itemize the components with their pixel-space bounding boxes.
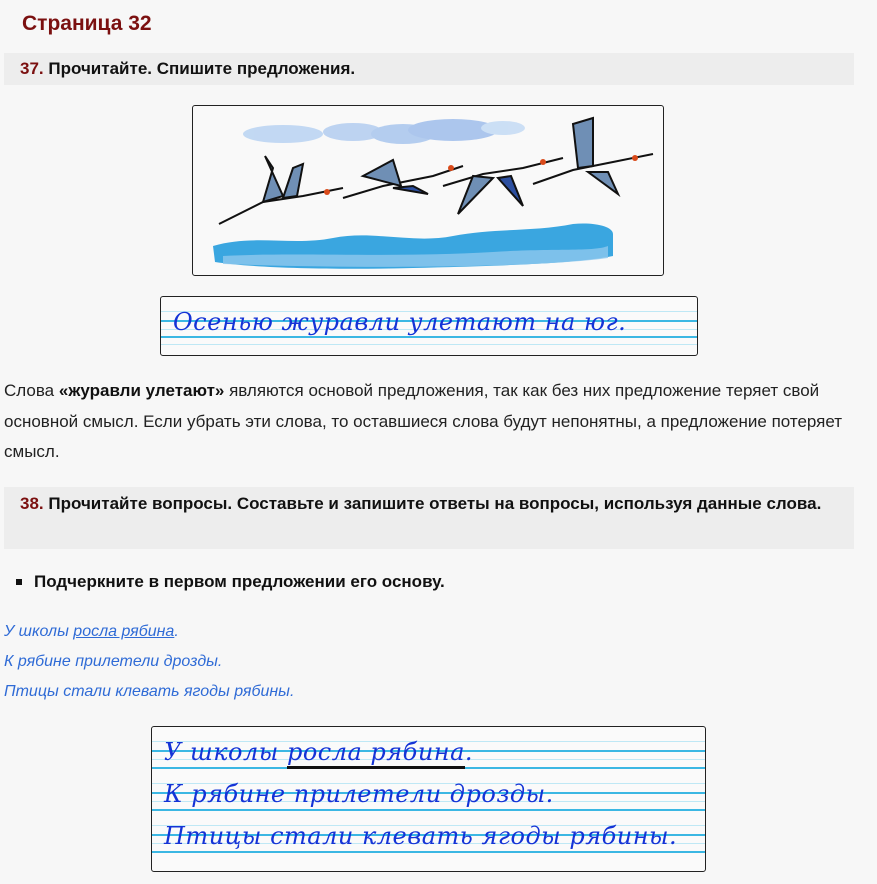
task-number: 38. [20,494,44,513]
crane [343,160,463,198]
page-title: Страница 32 [22,12,152,35]
copybook-answer-37 [160,296,698,356]
typed-text: . [174,623,179,640]
handwritten-underlined-predicate: росла рябина [287,738,465,769]
copybook-answer-38 [151,726,706,872]
handwritten-line-3: Птицы стали клевать ягоды рябины. [164,822,678,850]
crane [219,156,343,224]
clouds [243,119,525,144]
handwritten-sentence: Осенью журавли улетают на юг. [173,308,627,336]
typed-line-3: Птицы стали клевать ягоды рябины. [4,683,295,700]
typed-text: У школы [4,623,74,640]
crane [533,118,653,194]
ruled-line [152,809,705,811]
handwritten-line-1 [164,738,473,766]
typed-line-2: К рябине прилетели дрозды. [4,653,223,670]
task-38-header [4,487,854,549]
typed-answers [4,617,294,707]
cranes-flying-icon [193,106,663,275]
handwritten-text: . [464,738,474,766]
explanation-paragraph [4,376,854,468]
explanation-bold: «журавли улетают» [58,381,225,400]
bullet-icon [16,579,22,585]
handwritten-line-2: К рябине прилетели дрозды. [164,780,554,808]
task-instruction: Прочитайте. Спишите предложения. [48,59,356,78]
bullet-instruction [16,572,445,592]
task-number: 37. [20,59,44,78]
underlined-predicate: росла рябина [73,623,175,640]
ruled-line [152,851,705,853]
ruled-line [161,344,697,345]
task-37-header [4,53,854,85]
bullet-text: Подчеркните в первом предложении его основу. [34,572,445,591]
handwritten-text: У школы [164,738,287,766]
task-instruction: Прочитайте вопросы. Составьте и запишите ответы на вопросы, используя данные слова. [48,494,822,513]
explanation-prefix: Слова [4,381,59,400]
typed-line-1 [4,617,294,647]
explanation-suffix: являются основой предложения, так как без них предложение теряет свой основной смысл. Если убрать эти слова, то оставшиеся слова будут непонятны, а предложение потеряет смысл. [4,381,843,461]
ruled-line [161,336,697,338]
cranes-illustration [192,105,664,276]
